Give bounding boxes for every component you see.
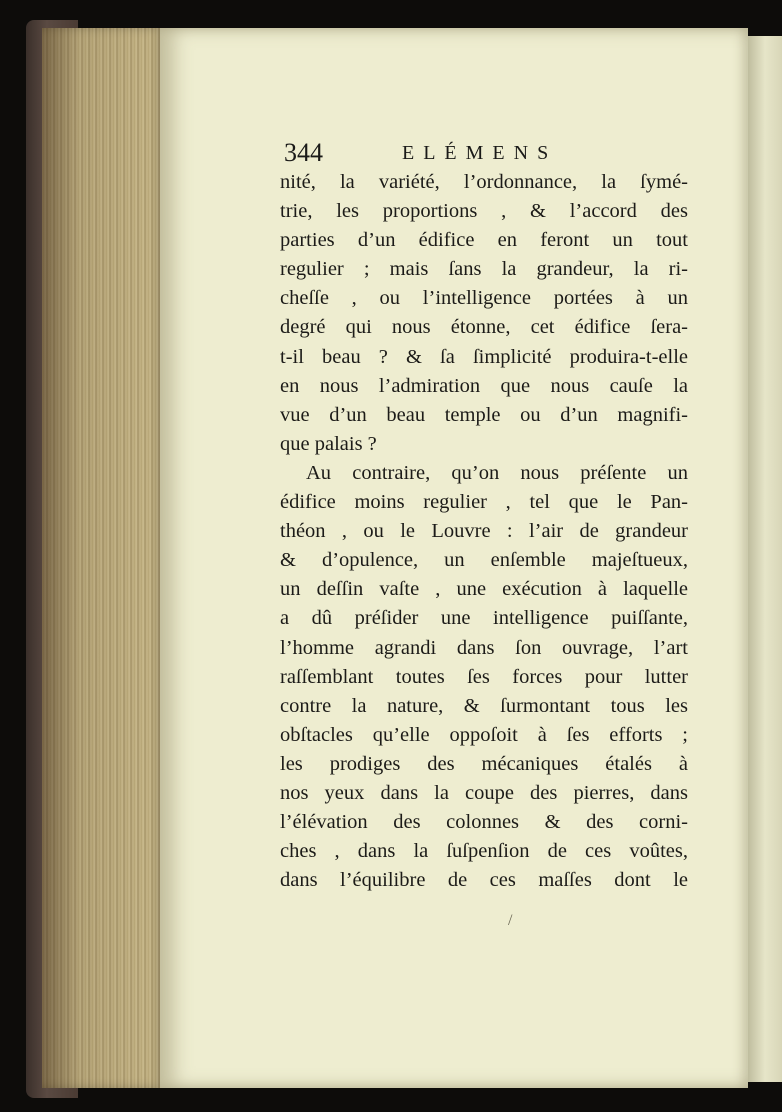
text-line: Au contraire, qu’on nous préſente un bbox=[306, 461, 688, 484]
text-line: un deſſin vaſte , une exécution à laquelle bbox=[280, 578, 688, 601]
text-line: théon , ou le Louvre : l’air de grandeur bbox=[280, 520, 688, 543]
text-line: l’élévation des colonnes & des corni- bbox=[280, 811, 688, 834]
running-title: ELÉMENS bbox=[402, 142, 558, 164]
body-text bbox=[280, 168, 688, 895]
text-line: nos yeux dans la coupe des pierres, dans bbox=[280, 781, 688, 804]
text-line: degré qui nous étonne, cet édifice ſera- bbox=[280, 316, 688, 339]
text-line: contre la nature, & ſurmontant tous les bbox=[280, 694, 688, 717]
facing-page-edge bbox=[748, 36, 782, 1082]
text-line: nité, la variété, l’ordonnance, la ſymé- bbox=[280, 171, 688, 193]
text-line: que palais ? bbox=[280, 432, 377, 455]
running-head bbox=[284, 138, 594, 168]
page-block-edges bbox=[42, 28, 166, 1088]
text-line: obſtacles qu’elle oppoſoit à ſes efforts ; bbox=[280, 723, 688, 746]
text-line: vue d’un beau temple ou d’un magnifi- bbox=[280, 403, 688, 426]
text-line: les prodiges des mécaniques étalés à bbox=[280, 752, 688, 775]
text-line: & d’opulence, un enſemble majeſtueux, bbox=[280, 549, 688, 572]
paper-blemish: / bbox=[508, 912, 513, 929]
text-line: trie, les proportions , & l’accord des bbox=[280, 200, 688, 223]
text-line: l’homme agrandi dans ſon ouvrage, l’art bbox=[280, 636, 688, 659]
text-line: raſſemblant toutes ſes forces pour lutter bbox=[280, 665, 688, 688]
text-line: cheſſe , ou l’intelligence portées à un bbox=[280, 287, 688, 310]
text-line: regulier ; mais ſans la grandeur, la ri- bbox=[280, 258, 688, 281]
text-line: dans l’équilibre de ces maſſes dont le bbox=[280, 869, 688, 892]
text-line: ches , dans la ſuſpenſion de ces voûtes, bbox=[280, 840, 688, 863]
text-line: a dû préſider une intelligence puiſſante, bbox=[280, 607, 688, 630]
text-line: édifice moins regulier , tel que le Pan- bbox=[280, 491, 688, 514]
page-number: 344 bbox=[284, 138, 323, 167]
text-line: en nous l’admiration que nous cauſe la bbox=[280, 374, 688, 397]
text-line: t-il beau ? & ſa ſimplicité produira-t-elle bbox=[280, 345, 688, 368]
text-line: parties d’un édifice en feront un tout bbox=[280, 229, 688, 252]
